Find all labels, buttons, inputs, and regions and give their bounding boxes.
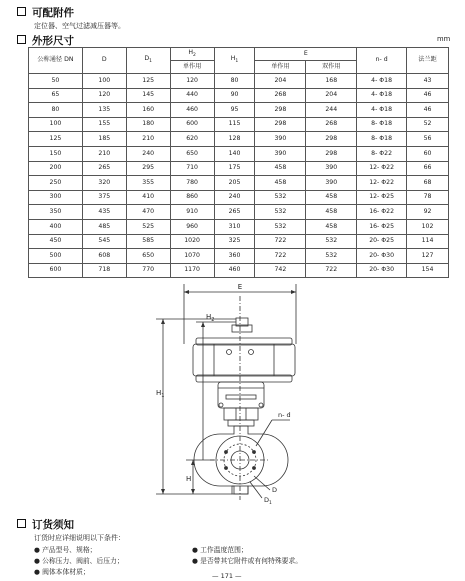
- ordering-heading: [17, 517, 74, 532]
- table-cell: 910: [170, 205, 214, 220]
- table-cell: 525: [126, 219, 170, 234]
- table-cell: 410: [126, 190, 170, 205]
- table-cell: 265: [214, 205, 255, 220]
- label-h2: $H_2$: [206, 313, 215, 323]
- table-cell: 450: [29, 234, 83, 249]
- table-cell: 12- Φ22: [357, 161, 407, 176]
- table-cell: 210: [126, 132, 170, 147]
- table-cell: 458: [255, 176, 306, 191]
- table-cell: 154: [407, 263, 449, 278]
- table-cell: 200: [29, 161, 83, 176]
- table-cell: 50: [29, 74, 83, 89]
- table-cell: 20- Φ30: [357, 263, 407, 278]
- table-cell: 175: [214, 161, 255, 176]
- accessories-title: 可配附件: [32, 7, 74, 19]
- table-cell: 470: [126, 205, 170, 220]
- ordering-intro: 订货时应详细说明以下条件：: [34, 534, 125, 542]
- table-cell: 650: [170, 146, 214, 161]
- table-cell: 458: [306, 219, 357, 234]
- table-cell: 16- Φ25: [357, 219, 407, 234]
- table-cell: 1020: [170, 234, 214, 249]
- table-cell: 532: [255, 219, 306, 234]
- table-cell: 295: [126, 161, 170, 176]
- table-cell: 458: [306, 205, 357, 220]
- table-cell: 240: [126, 146, 170, 161]
- table-cell: 620: [170, 132, 214, 147]
- table-cell: 66: [407, 161, 449, 176]
- header-dn: 公称通径 DN: [29, 48, 83, 74]
- table-cell: 722: [306, 263, 357, 278]
- table-cell: 244: [306, 103, 357, 118]
- table-cell: 400: [29, 219, 83, 234]
- table-cell: 60: [407, 146, 449, 161]
- table-cell: 68: [407, 176, 449, 191]
- table-cell: 268: [306, 117, 357, 132]
- table-cell: 102: [407, 219, 449, 234]
- table-cell: 8- Φ18: [357, 117, 407, 132]
- header-h2-single: 单作用: [170, 61, 214, 74]
- table-cell: 155: [82, 117, 126, 132]
- dimension-d: [250, 476, 277, 506]
- table-cell: 298: [255, 117, 306, 132]
- table-cell: 300: [29, 190, 83, 205]
- table-cell: 115: [214, 117, 255, 132]
- table-cell: 65: [29, 88, 83, 103]
- dimensions-title: 外形尺寸: [32, 35, 74, 47]
- table-cell: 46: [407, 88, 449, 103]
- table-cell: 4- Φ18: [357, 88, 407, 103]
- ordering-item: ● 阀体本体材质；: [34, 568, 90, 576]
- table-cell: 210: [82, 146, 126, 161]
- table-cell: 780: [170, 176, 214, 191]
- label-d: D: [272, 486, 278, 494]
- table-cell: 16- Φ22: [357, 205, 407, 220]
- table-cell: 4- Φ18: [357, 103, 407, 118]
- table-cell: 325: [214, 234, 255, 249]
- label-d1: $D_1$: [264, 496, 272, 506]
- table-cell: 80: [214, 74, 255, 89]
- header-d: D: [82, 48, 126, 74]
- table-cell: 458: [306, 190, 357, 205]
- table-cell: 78: [407, 190, 449, 205]
- table-cell: 52: [407, 117, 449, 132]
- table-cell: 20- Φ25: [357, 234, 407, 249]
- table-cell: 460: [170, 103, 214, 118]
- table-cell: 90: [214, 88, 255, 103]
- table-cell: 250: [29, 176, 83, 191]
- ordering-item: ● 公称压力、阀前、后压力；: [34, 557, 124, 565]
- table-cell: 120: [82, 88, 126, 103]
- table-cell: 114: [407, 234, 449, 249]
- header-h1: $H_1$: [214, 48, 255, 74]
- table-cell: 742: [255, 263, 306, 278]
- label-e: E: [237, 283, 243, 291]
- table-cell: 722: [255, 249, 306, 264]
- ordering-item: ● 产品型号、规格；: [34, 546, 97, 554]
- table-cell: 180: [126, 117, 170, 132]
- table-cell: 265: [82, 161, 126, 176]
- table-cell: 390: [306, 161, 357, 176]
- table-cell: 168: [306, 74, 357, 89]
- dimension-nd: [256, 411, 291, 446]
- table-cell: 360: [214, 249, 255, 264]
- ordering-item: ● 工作温度范围；: [192, 546, 248, 554]
- table-cell: 1070: [170, 249, 214, 264]
- table-cell: 485: [82, 219, 126, 234]
- table-cell: 240: [214, 190, 255, 205]
- table-cell: 722: [255, 234, 306, 249]
- table-cell: 545: [82, 234, 126, 249]
- table-cell: 298: [306, 132, 357, 147]
- bracket: [218, 382, 264, 426]
- table-cell: 80: [29, 103, 83, 118]
- table-cell: 350: [29, 205, 83, 220]
- table-cell: 125: [29, 132, 83, 147]
- table-cell: 585: [126, 234, 170, 249]
- header-e-double: 双作用: [306, 61, 357, 74]
- table-cell: 8- Φ22: [357, 146, 407, 161]
- table-cell: 56: [407, 132, 449, 147]
- table-cell: 532: [306, 249, 357, 264]
- ordering-title: 订货须知: [32, 519, 74, 531]
- header-d1: $D_1$: [126, 48, 170, 74]
- table-cell: 1170: [170, 263, 214, 278]
- table-cell: 718: [82, 263, 126, 278]
- table-cell: 298: [306, 146, 357, 161]
- table-cell: 205: [214, 176, 255, 191]
- table-cell: 20- Φ30: [357, 249, 407, 264]
- table-cell: 355: [126, 176, 170, 191]
- table-cell: 532: [306, 234, 357, 249]
- table-cell: 600: [170, 117, 214, 132]
- label-h1: $H_1$: [156, 389, 165, 399]
- table-cell: 120: [170, 74, 214, 89]
- table-cell: 43: [407, 74, 449, 89]
- table-cell: 650: [126, 249, 170, 264]
- table-cell: 4- Φ18: [357, 74, 407, 89]
- section-square-icon: [17, 519, 26, 528]
- table-cell: 435: [82, 205, 126, 220]
- table-cell: 860: [170, 190, 214, 205]
- table-cell: 608: [82, 249, 126, 264]
- table-cell: 92: [407, 205, 449, 220]
- ordering-item: ● 是否带其它附件或有何特殊要求。: [192, 557, 303, 565]
- label-nd: n- d: [278, 411, 291, 419]
- table-cell: 128: [214, 132, 255, 147]
- label-h: H: [186, 475, 192, 483]
- table-cell: 268: [255, 88, 306, 103]
- table-cell: 100: [29, 117, 83, 132]
- table-cell: 127: [407, 249, 449, 264]
- table-cell: 204: [255, 74, 306, 89]
- table-cell: 135: [82, 103, 126, 118]
- table-cell: 390: [255, 146, 306, 161]
- table-cell: 960: [170, 219, 214, 234]
- table-cell: 310: [214, 219, 255, 234]
- table-cell: 375: [82, 190, 126, 205]
- table-cell: 500: [29, 249, 83, 264]
- header-e-single: 单作用: [255, 61, 306, 74]
- unit-label: mm: [437, 35, 451, 43]
- accessories-text: 定位器、空气过滤减压器等。: [34, 22, 125, 30]
- table-cell: 12- Φ25: [357, 190, 407, 205]
- table-cell: 390: [306, 176, 357, 191]
- table-cell: 440: [170, 88, 214, 103]
- table-cell: 140: [214, 146, 255, 161]
- table-cell: 150: [29, 146, 83, 161]
- table-cell: 458: [255, 161, 306, 176]
- header-h2: $H_2$: [170, 48, 214, 61]
- table-cell: 160: [126, 103, 170, 118]
- table-cell: 532: [255, 190, 306, 205]
- table-cell: 710: [170, 161, 214, 176]
- table-cell: 12- Φ22: [357, 176, 407, 191]
- table-cell: 145: [126, 88, 170, 103]
- table-cell: 600: [29, 263, 83, 278]
- table-cell: 320: [82, 176, 126, 191]
- table-cell: 298: [255, 103, 306, 118]
- actuator: [193, 318, 295, 382]
- table-cell: 770: [126, 263, 170, 278]
- table-cell: 532: [255, 205, 306, 220]
- table-cell: 8- Φ18: [357, 132, 407, 147]
- table-cell: 95: [214, 103, 255, 118]
- header-e: E: [255, 48, 357, 61]
- table-cell: 204: [306, 88, 357, 103]
- valve-body: [194, 296, 288, 500]
- table-cell: 185: [82, 132, 126, 147]
- table-cell: 100: [82, 74, 126, 89]
- table-cell: 125: [126, 74, 170, 89]
- table-cell: 46: [407, 103, 449, 118]
- table-cell: 460: [214, 263, 255, 278]
- page-number: — 171 —: [212, 572, 242, 580]
- header-nd: n- d: [357, 48, 407, 74]
- header-flange: 法兰距: [407, 48, 449, 74]
- table-cell: 390: [255, 132, 306, 147]
